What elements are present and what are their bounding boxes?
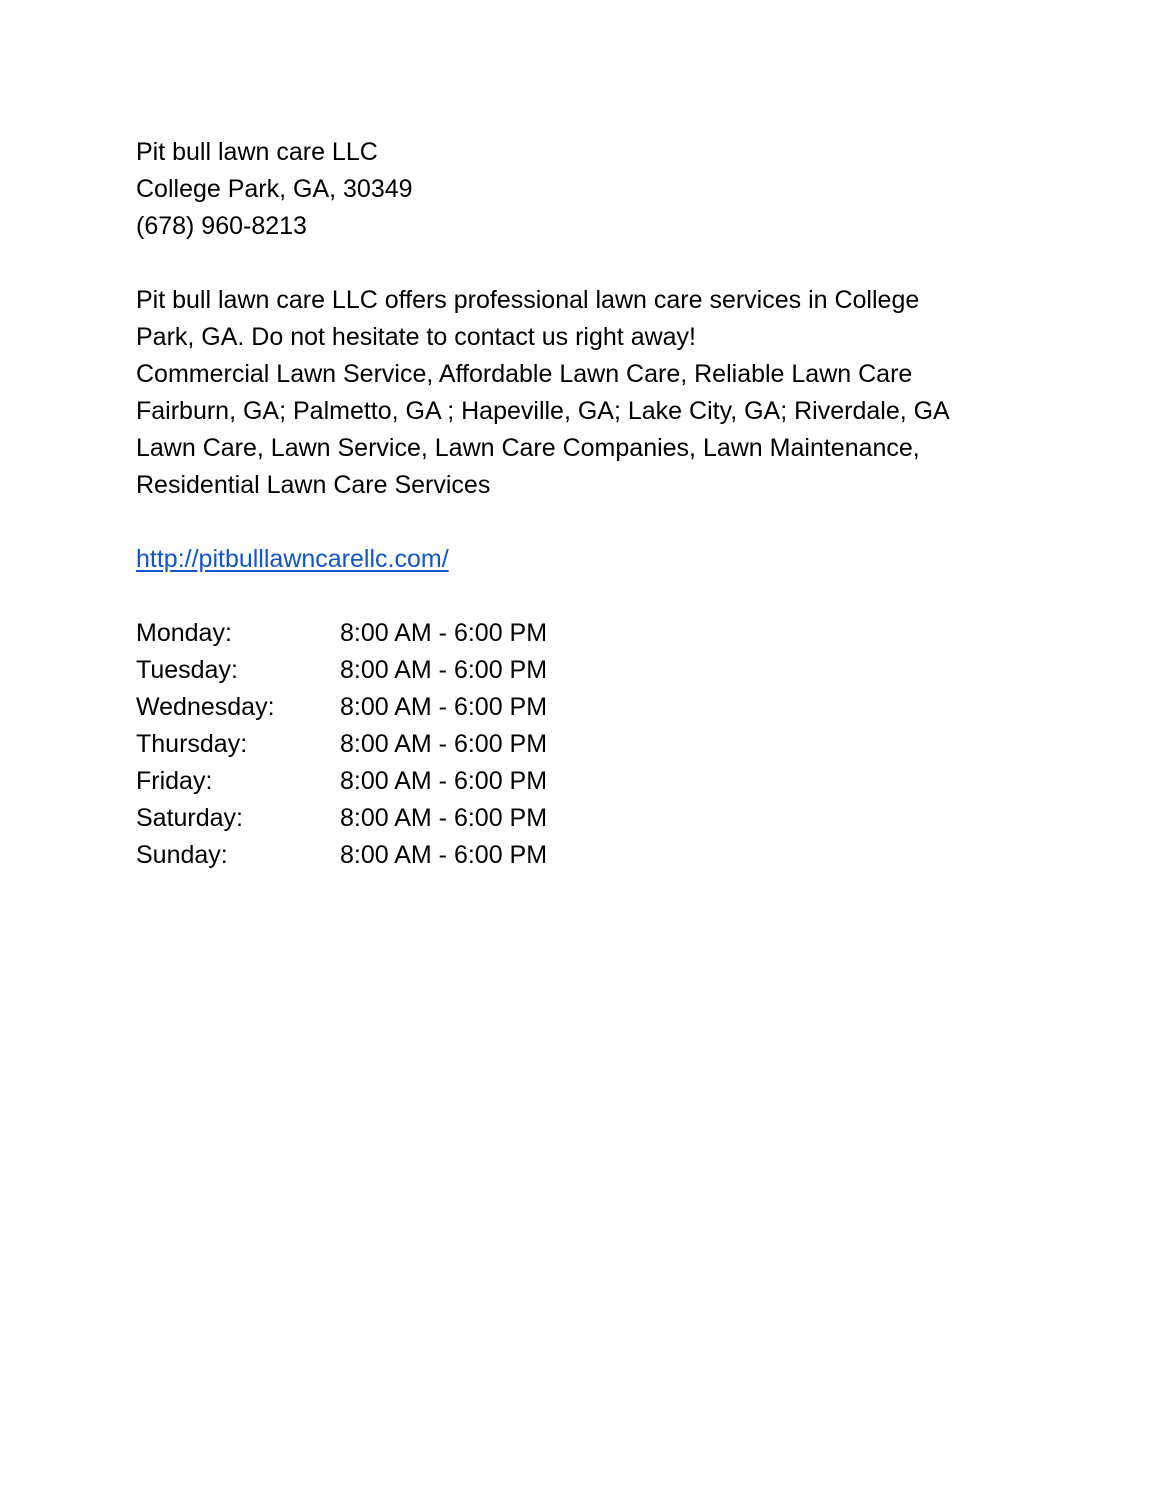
website-link[interactable]: http://pitbulllawncarellc.com/ [136,545,449,573]
business-header [136,134,1016,245]
day-label: Tuesday: [136,656,238,684]
hours-row-sunday [136,837,1016,874]
description-line: Park, GA. Do not hesitate to contact us right away! [136,323,696,351]
company-phone: (678) 960-8213 [136,212,307,240]
hours-row-tuesday [136,652,1016,689]
spacer [136,578,1016,615]
day-label: Wednesday: [136,693,275,721]
spacer [136,245,1016,282]
hours-value: 8:00 AM - 6:00 PM [340,767,548,795]
business-description [136,282,1016,504]
hours-row-wednesday [136,689,1016,726]
hours-row-monday [136,615,1016,652]
spacer [136,504,1016,541]
hours-value: 8:00 AM - 6:00 PM [340,656,548,684]
website-block [136,541,1016,578]
hours-row-saturday [136,800,1016,837]
company-name: Pit bull lawn care LLC [136,138,378,166]
business-hours [136,615,1016,874]
description-line: Residential Lawn Care Services [136,471,491,499]
day-label: Monday: [136,619,232,647]
description-line: Lawn Care, Lawn Service, Lawn Care Companies, Lawn Maintenance, [136,434,920,462]
hours-row-friday [136,763,1016,800]
day-label: Sunday: [136,841,228,869]
company-address: College Park, GA, 30349 [136,175,413,203]
description-line: Commercial Lawn Service, Affordable Lawn Care, Reliable Lawn Care [136,360,913,388]
description-line: Fairburn, GA; Palmetto, GA ; Hapeville, GA; Lake City, GA; Riverdale, GA [136,397,950,425]
day-label: Thursday: [136,730,248,758]
description-line: Pit bull lawn care LLC offers professional lawn care services in College [136,286,920,314]
hours-value: 8:00 AM - 6:00 PM [340,841,548,869]
hours-value: 8:00 AM - 6:00 PM [340,693,548,721]
day-label: Saturday: [136,804,244,832]
hours-row-thursday [136,726,1016,763]
document-content [136,134,1016,874]
hours-value: 8:00 AM - 6:00 PM [340,804,548,832]
hours-value: 8:00 AM - 6:00 PM [340,730,548,758]
day-label: Friday: [136,767,213,795]
hours-value: 8:00 AM - 6:00 PM [340,619,548,647]
